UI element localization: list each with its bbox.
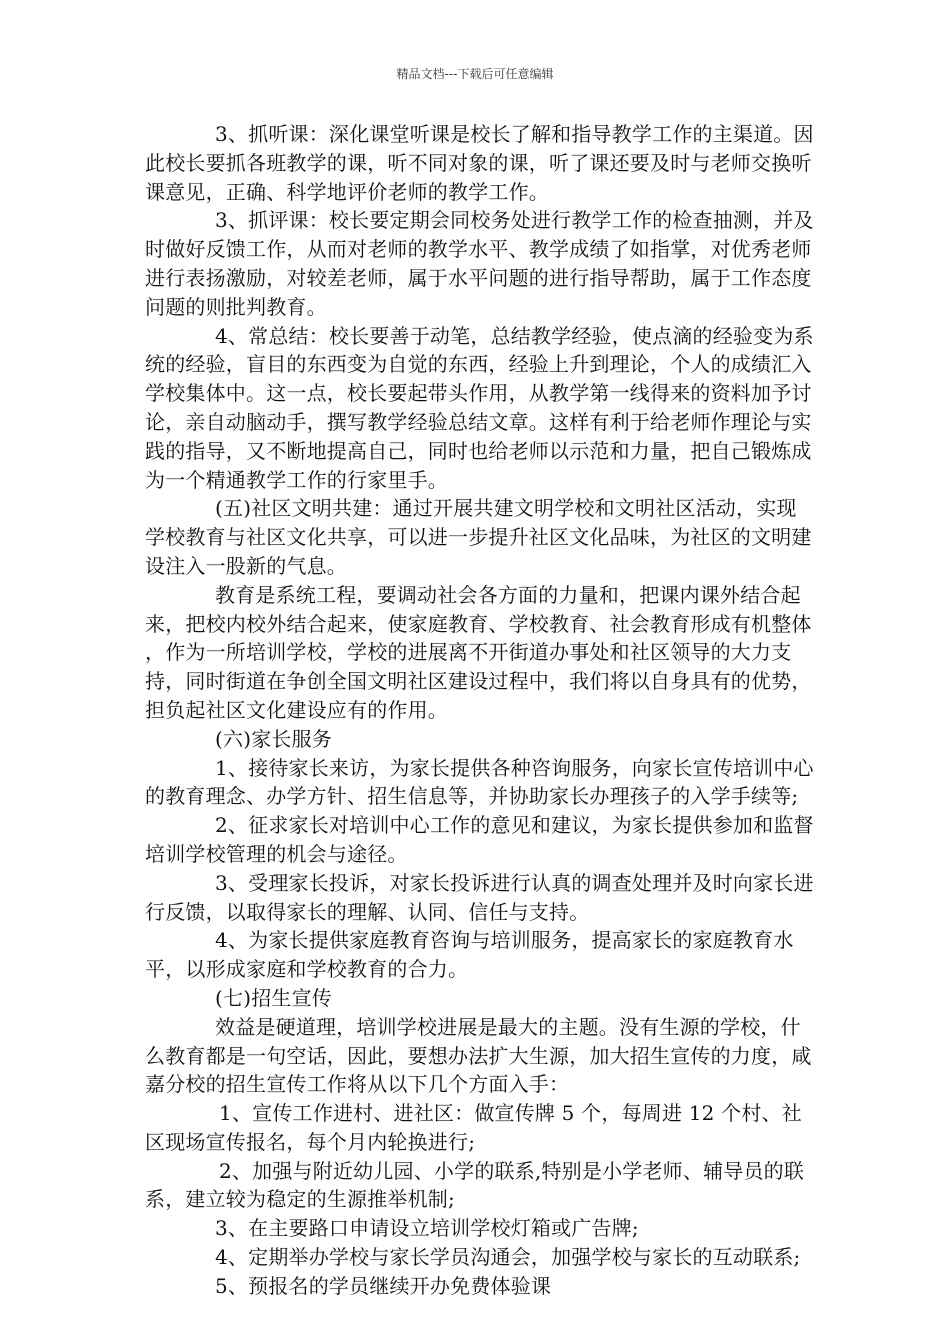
paragraph-enrollment-item-5: 5、预报名的学员继续开办免费体验课 [215,1273,552,1298]
page-header: 精品文档---下载后可任意编辑 [396,67,554,81]
paragraph-evaluating-lessons: 3、抓评课：校长要定期会同校务处进行教学工作的检查抽测，并及时做好反馈工作，从而对老师的教学水平、教学成绩了如指掌，对优秀老师进行表扬激励，对较差老师，属于水平问题的进行指导帮助，属于工作态度问题的则批判教育。 [145,208,814,319]
paragraph-education-system: 教育是系统工程，要调动社会各方面的力量和，把课内课外结合起来，把校内校外结合起来，使家庭教育、学校教育、社会教育形成有机整体 ，作为一所培训学校，学校的进展离不开街道办事处和社区领导的大力支持，同时街道在争创全国文明社区建设过程中，我们将以自身具有的优势，担负起社区文化建设应有的作用。 [145,582,812,722]
paragraph-parent-item-4: 4、为家长提供家庭教育咨询与培训服务，提高家长的家庭教育水平，以形成家庭和学校教育的合力。 [145,928,794,982]
paragraph-parent-item-1: 1、接待家长来访，为家长提供各种咨询服务，向家长宣传培训中心的教育理念、办学方针、招生信息等，并协助家长办理孩子的入学手续等; [145,755,814,809]
paragraph-listening-lessons: 3、抓听课：深化课堂听课是校长了解和指导教学工作的主渠道。因此校长要抓各班教学的课，听不同对象的课，听了课还要及时与老师交换听课意见，正确、科学地评价老师的教学工作。 [145,122,814,204]
paragraph-parent-item-2: 2、征求家长对培训中心工作的意见和建议，为家长提供参加和监督培训学校管理的机会与途径。 [145,813,814,866]
section-heading-enrollment: (七)招生宣传 [215,985,333,1010]
paragraph-enrollment-intro: 效益是硬道理，培训学校进展是最大的主题。没有生源的学校，什么教育都是一句空话，因此，要想办法扩大生源，加大招生宣传的力度，咸嘉分校的招生宣传工作将从以下几个方面入手： [145,1014,812,1097]
paragraph-parent-item-3: 3、受理家长投诉，对家长投诉进行认真的调查处理并及时向家长进行反馈，以取得家长的理解、认同、信任与支持。 [145,870,814,924]
section-heading-parent-service: (六)家长服务 [215,726,333,751]
paragraph-enrollment-item-2: 2、加强与附近幼儿园、小学的联系,特别是小学老师、辅导员的联系，建立较为稳定的生源推举机制; [145,1158,805,1212]
paragraph-summarizing: 4、常总结：校长要善于动笔，总结教学经验，使点滴的经验变为系统的经验，盲目的东西变为自觉的东西，经验上升到理论，个人的成绩汇入学校集体中。这一点，校长要起带头作用，从教学第一线得来的资料加予讨论，亲自动脑动手，撰写教学经验总结文章。这样有利于给老师作理论与实践的指导，又不断地提高自己，同时也给老师以示范和力量，把自己锻炼成为一个精通教学工作的行家里手。 [145,323,814,492]
paragraph-enrollment-item-1: 1、宣传工作进村、进社区：做宣传牌 5 个，每周进 12 个村、社区现场宣传报名，每个月内轮换进行; [145,1101,802,1154]
paragraph-community-civilization: (五)社区文明共建：通过开展共建文明学校和文明社区活动，实现学校教育与社区文化共享，可以进一步提升社区文化品味，为社区的文明建设注入一股新的气息。 [145,496,812,578]
paragraph-enrollment-item-4: 4、定期举办学校与家长学员沟通会，加强学校与家长的互动联系; [215,1245,801,1270]
paragraph-enrollment-item-3: 3、在主要路口申请设立培训学校灯箱或广告牌; [215,1216,639,1241]
document-body [145,120,815,1301]
